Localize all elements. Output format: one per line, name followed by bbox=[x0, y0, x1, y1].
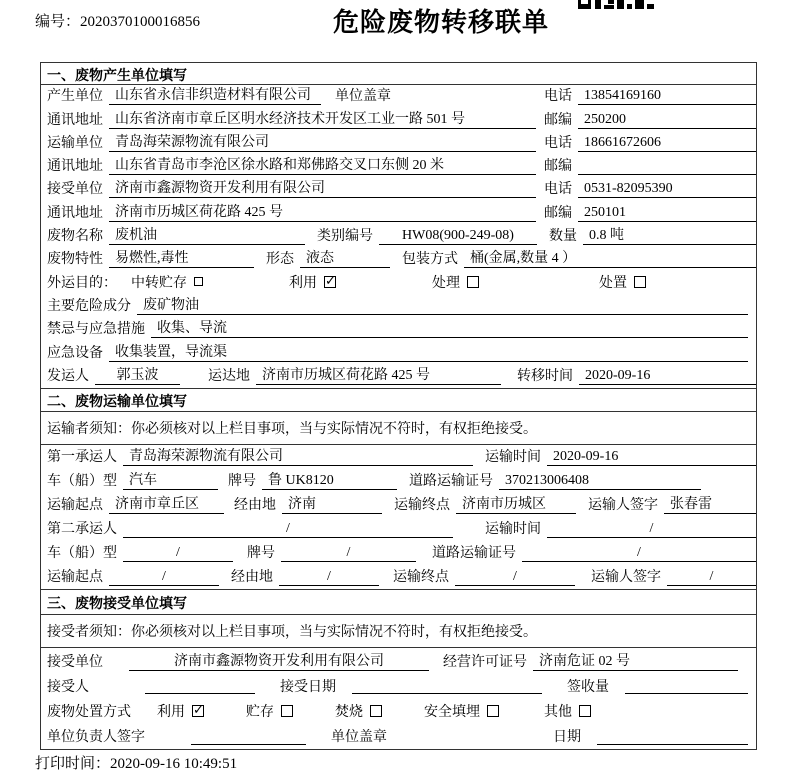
transport-time2-label: 运输时间 bbox=[485, 521, 541, 537]
receive-phone-value: 0531-82095390 bbox=[578, 181, 756, 198]
producer-value: 山东省永信非织造材料有限公司 bbox=[109, 84, 321, 105]
receive-address-value: 济南市历城区荷花路 425 号 bbox=[109, 201, 536, 222]
route-start1-label: 运输起点 bbox=[47, 497, 103, 513]
waste-quantity-value: 0.8 吨 bbox=[583, 224, 756, 245]
first-carrier-row bbox=[41, 445, 756, 469]
checkbox-dispose[interactable] bbox=[634, 276, 646, 288]
route-via2-value: / bbox=[279, 569, 379, 586]
receive-address-label: 通讯地址 bbox=[47, 205, 103, 221]
road-permit2-label: 道路运输证号 bbox=[432, 545, 516, 561]
dispatcher-label: 发运人 bbox=[47, 368, 89, 384]
waste-traits-value: 易燃性,毒性 bbox=[109, 247, 254, 268]
plate1-value: 鲁 UK8120 bbox=[262, 469, 397, 490]
transporter-sign1-value: 张春雷 bbox=[664, 493, 756, 514]
vehicle-type1-value: 汽车 bbox=[123, 469, 218, 490]
second-carrier-label: 第二承运人 bbox=[47, 521, 117, 537]
waste-form-value: 液态 bbox=[300, 247, 390, 268]
vehicle1-row bbox=[41, 469, 756, 493]
packing-method-value: 桶(金属,数量 4 ） bbox=[464, 247, 756, 268]
section3-rows bbox=[41, 648, 756, 749]
transfer-purpose-label: 外运目的： bbox=[47, 275, 117, 291]
waste-name-value: 废机油 bbox=[109, 224, 305, 245]
destination-value: 济南市历城区荷花路 425 号 bbox=[256, 364, 501, 385]
checkbox-disposal-storage[interactable] bbox=[281, 705, 293, 717]
receive-date-value bbox=[352, 677, 542, 694]
first-carrier-value: 青岛海荣源物流有限公司 bbox=[123, 445, 473, 466]
disposal-option-other bbox=[544, 701, 591, 721]
section3-header: 三、废物接受单位填写 bbox=[41, 589, 756, 615]
receiver-unit-row bbox=[41, 648, 756, 673]
route2-row bbox=[41, 565, 756, 589]
route-end1-label: 运输终点 bbox=[394, 497, 450, 513]
transport-unit-label: 运输单位 bbox=[47, 135, 103, 151]
purpose-option-treat bbox=[432, 272, 479, 292]
receiver-person-label: 接受人 bbox=[47, 679, 89, 695]
disposal-option-utilize bbox=[157, 701, 204, 721]
route-end2-label: 运输终点 bbox=[393, 569, 449, 585]
taboo-measures-value: 收集、导流 bbox=[151, 317, 748, 338]
checkbox-disposal-other[interactable] bbox=[579, 705, 591, 717]
producer-zip-value: 250200 bbox=[578, 112, 756, 129]
transfer-time-label: 转移时间 bbox=[517, 368, 573, 384]
serial-label: 编号： bbox=[35, 14, 81, 30]
vehicle-type2-label: 车（船）型 bbox=[47, 545, 117, 561]
transport-time1-label: 运输时间 bbox=[485, 449, 541, 465]
transport-unit-row bbox=[41, 132, 756, 155]
disposal-method-label: 废物处置方式 bbox=[47, 705, 131, 721]
producer-address-row bbox=[41, 108, 756, 131]
route-start2-value: / bbox=[109, 569, 219, 586]
receive-unit-value: 济南市鑫源物资开发利用有限公司 bbox=[109, 177, 536, 198]
waste-traits-row bbox=[41, 248, 756, 271]
producer-label: 产生单位 bbox=[47, 89, 103, 105]
qr-code-fragment bbox=[578, 0, 654, 9]
vehicle-type2-value: / bbox=[123, 545, 233, 562]
transport-time2-value: / bbox=[547, 521, 756, 538]
plate2-label: 牌号 bbox=[247, 545, 275, 561]
waste-category-value: HW08(900-249-08) bbox=[379, 228, 537, 245]
route-start1-value: 济南市章丘区 bbox=[109, 493, 224, 514]
option-label: 处置 bbox=[599, 275, 627, 291]
section2-header: 二、废物运输单位填写 bbox=[41, 388, 756, 412]
transport-address-value: 山东省青岛市李沧区徐水路和郑佛路交叉口东侧 20 米 bbox=[109, 154, 536, 175]
transporter-notice: 运输者须知：你必须核对以上栏目事项，当与实际情况不符时，有权拒绝接受。 bbox=[41, 412, 756, 445]
main-hazard-label: 主要危险成分 bbox=[47, 298, 131, 314]
second-carrier-row bbox=[41, 517, 756, 541]
business-permit-value: 济南危证 02 号 bbox=[533, 650, 738, 671]
purpose-option-dispose bbox=[599, 272, 646, 292]
checkbox-treat[interactable] bbox=[467, 276, 479, 288]
route-via1-value: 济南 bbox=[282, 493, 382, 514]
main-hazard-row bbox=[41, 295, 756, 318]
checkbox-disposal-utilize[interactable] bbox=[192, 705, 204, 717]
taboo-measures-row bbox=[41, 318, 756, 341]
sign-date-label: 日期 bbox=[553, 730, 581, 746]
unit-seal2-label: 单位盖章 bbox=[331, 730, 387, 746]
checkbox-disposal-landfill[interactable] bbox=[487, 705, 499, 717]
received-amount-value bbox=[625, 677, 748, 694]
route-end2-value: / bbox=[455, 569, 575, 586]
receiver-unit-label: 接受单位 bbox=[47, 654, 103, 670]
producer-phone-label: 电话 bbox=[544, 89, 572, 105]
option-label: 处理 bbox=[432, 275, 460, 291]
dispatcher-value: 郭玉波 bbox=[95, 364, 180, 385]
option-label: 利用 bbox=[157, 705, 185, 721]
receive-zip-label: 邮编 bbox=[544, 205, 572, 221]
option-label: 利用 bbox=[289, 275, 317, 291]
producer-address-value: 山东省济南市章丘区明水经济技术开发区工业一路 501 号 bbox=[109, 108, 536, 129]
route-end1-value: 济南市历城区 bbox=[456, 493, 576, 514]
taboo-measures-label: 禁忌与应急措施 bbox=[47, 322, 145, 338]
checkbox-disposal-incinerate[interactable] bbox=[370, 705, 382, 717]
option-label: 焚烧 bbox=[335, 705, 363, 721]
transporter-sign1-label: 运输人签字 bbox=[588, 497, 658, 513]
transport-zip-label: 邮编 bbox=[544, 159, 572, 175]
transport-phone-label: 电话 bbox=[544, 135, 572, 151]
transporter-sign2-value: / bbox=[667, 569, 756, 586]
emergency-equipment-row bbox=[41, 341, 756, 364]
second-carrier-value: / bbox=[123, 521, 453, 538]
transfer-form-table bbox=[40, 62, 757, 750]
route-via1-label: 经由地 bbox=[234, 497, 276, 513]
transport-address-row bbox=[41, 155, 756, 178]
print-time-value: 2020-09-16 10:49:51 bbox=[110, 756, 238, 772]
main-hazard-value: 废矿物油 bbox=[137, 294, 748, 315]
print-time-label: 打印时间： bbox=[35, 756, 111, 772]
waste-name-row bbox=[41, 225, 756, 248]
waste-form-label: 形态 bbox=[266, 252, 294, 268]
disposal-option-incinerate bbox=[335, 701, 382, 721]
option-label: 安全填埋 bbox=[424, 705, 480, 721]
signoff-row bbox=[41, 724, 756, 749]
unit-seal-label: 单位盖章 bbox=[335, 89, 391, 105]
receiver-notice: 接受者须知：你必须核对以上栏目事项，当与实际情况不符时，有权拒绝接受。 bbox=[41, 615, 756, 648]
vehicle-type1-label: 车（船）型 bbox=[47, 473, 117, 489]
option-label: 中转贮存 bbox=[131, 275, 187, 291]
checkbox-utilize[interactable] bbox=[324, 276, 336, 288]
route-via2-label: 经由地 bbox=[231, 569, 273, 585]
sign-date-value bbox=[597, 728, 748, 745]
packing-method-label: 包装方式 bbox=[402, 252, 458, 268]
transport-address-label: 通讯地址 bbox=[47, 159, 103, 175]
responsible-sign-value bbox=[191, 728, 306, 745]
disposal-option-landfill bbox=[424, 701, 499, 721]
serial-number: 2020370100016856 bbox=[80, 14, 201, 30]
waste-traits-label: 废物特性 bbox=[47, 252, 103, 268]
section1-header: 一、废物产生单位填写 bbox=[41, 63, 756, 85]
plate1-label: 牌号 bbox=[228, 473, 256, 489]
disposal-method-row bbox=[41, 698, 756, 723]
serial-number-line bbox=[35, 10, 200, 31]
received-amount-label: 签收量 bbox=[567, 679, 609, 695]
producer-zip-label: 邮编 bbox=[544, 112, 572, 128]
first-carrier-label: 第一承运人 bbox=[47, 449, 117, 465]
producer-address-label: 通讯地址 bbox=[47, 112, 103, 128]
road-permit2-value: / bbox=[522, 545, 756, 562]
transport-unit-value: 青岛海荣源物流有限公司 bbox=[109, 131, 536, 152]
destination-label: 运达地 bbox=[208, 368, 250, 384]
road-permit1-value: 370213006408 bbox=[499, 473, 701, 490]
checkbox-transit-storage[interactable] bbox=[194, 277, 203, 286]
transfer-time-value: 2020-09-16 bbox=[579, 368, 756, 385]
receiver-person-row bbox=[41, 673, 756, 698]
dispatch-row bbox=[41, 365, 756, 388]
responsible-sign-label: 单位负责人签字 bbox=[47, 730, 145, 746]
route-start2-label: 运输起点 bbox=[47, 569, 103, 585]
business-permit-label: 经营许可证号 bbox=[443, 654, 527, 670]
receive-phone-label: 电话 bbox=[544, 182, 572, 198]
receive-unit-label: 接受单位 bbox=[47, 182, 103, 198]
transporter-sign2-label: 运输人签字 bbox=[591, 569, 661, 585]
transport-time1-value: 2020-09-16 bbox=[547, 449, 756, 466]
emergency-equipment-value: 收集装置，导流渠 bbox=[109, 341, 748, 362]
producer-phone-value: 13854169160 bbox=[578, 88, 756, 105]
transfer-purpose-row bbox=[41, 271, 756, 294]
print-time-line bbox=[35, 752, 237, 773]
producer-row bbox=[41, 85, 756, 108]
receiver-person-value bbox=[145, 677, 255, 694]
option-label: 贮存 bbox=[246, 705, 274, 721]
road-permit1-label: 道路运输证号 bbox=[409, 473, 493, 489]
waste-quantity-label: 数量 bbox=[549, 229, 577, 245]
purpose-option-utilize bbox=[289, 272, 336, 292]
emergency-equipment-label: 应急设备 bbox=[47, 345, 103, 361]
transport-phone-value: 18661672606 bbox=[578, 135, 756, 152]
option-label: 其他 bbox=[544, 705, 572, 721]
receive-address-row bbox=[41, 201, 756, 224]
waste-category-label: 类别编号 bbox=[317, 229, 373, 245]
vehicle2-row bbox=[41, 541, 756, 565]
waste-name-label: 废物名称 bbox=[47, 229, 103, 245]
disposal-option-storage bbox=[246, 701, 293, 721]
route1-row bbox=[41, 493, 756, 517]
receive-zip-value: 250101 bbox=[578, 205, 756, 222]
transport-zip-value bbox=[578, 158, 756, 175]
receive-unit-row bbox=[41, 178, 756, 201]
receiver-unit-value: 济南市鑫源物资开发利用有限公司 bbox=[129, 650, 429, 671]
purpose-option-transit-storage bbox=[131, 272, 203, 292]
plate2-value: / bbox=[281, 545, 416, 562]
receive-date-label: 接受日期 bbox=[280, 679, 336, 695]
form-title: 危险废物转移联单 bbox=[333, 8, 550, 37]
